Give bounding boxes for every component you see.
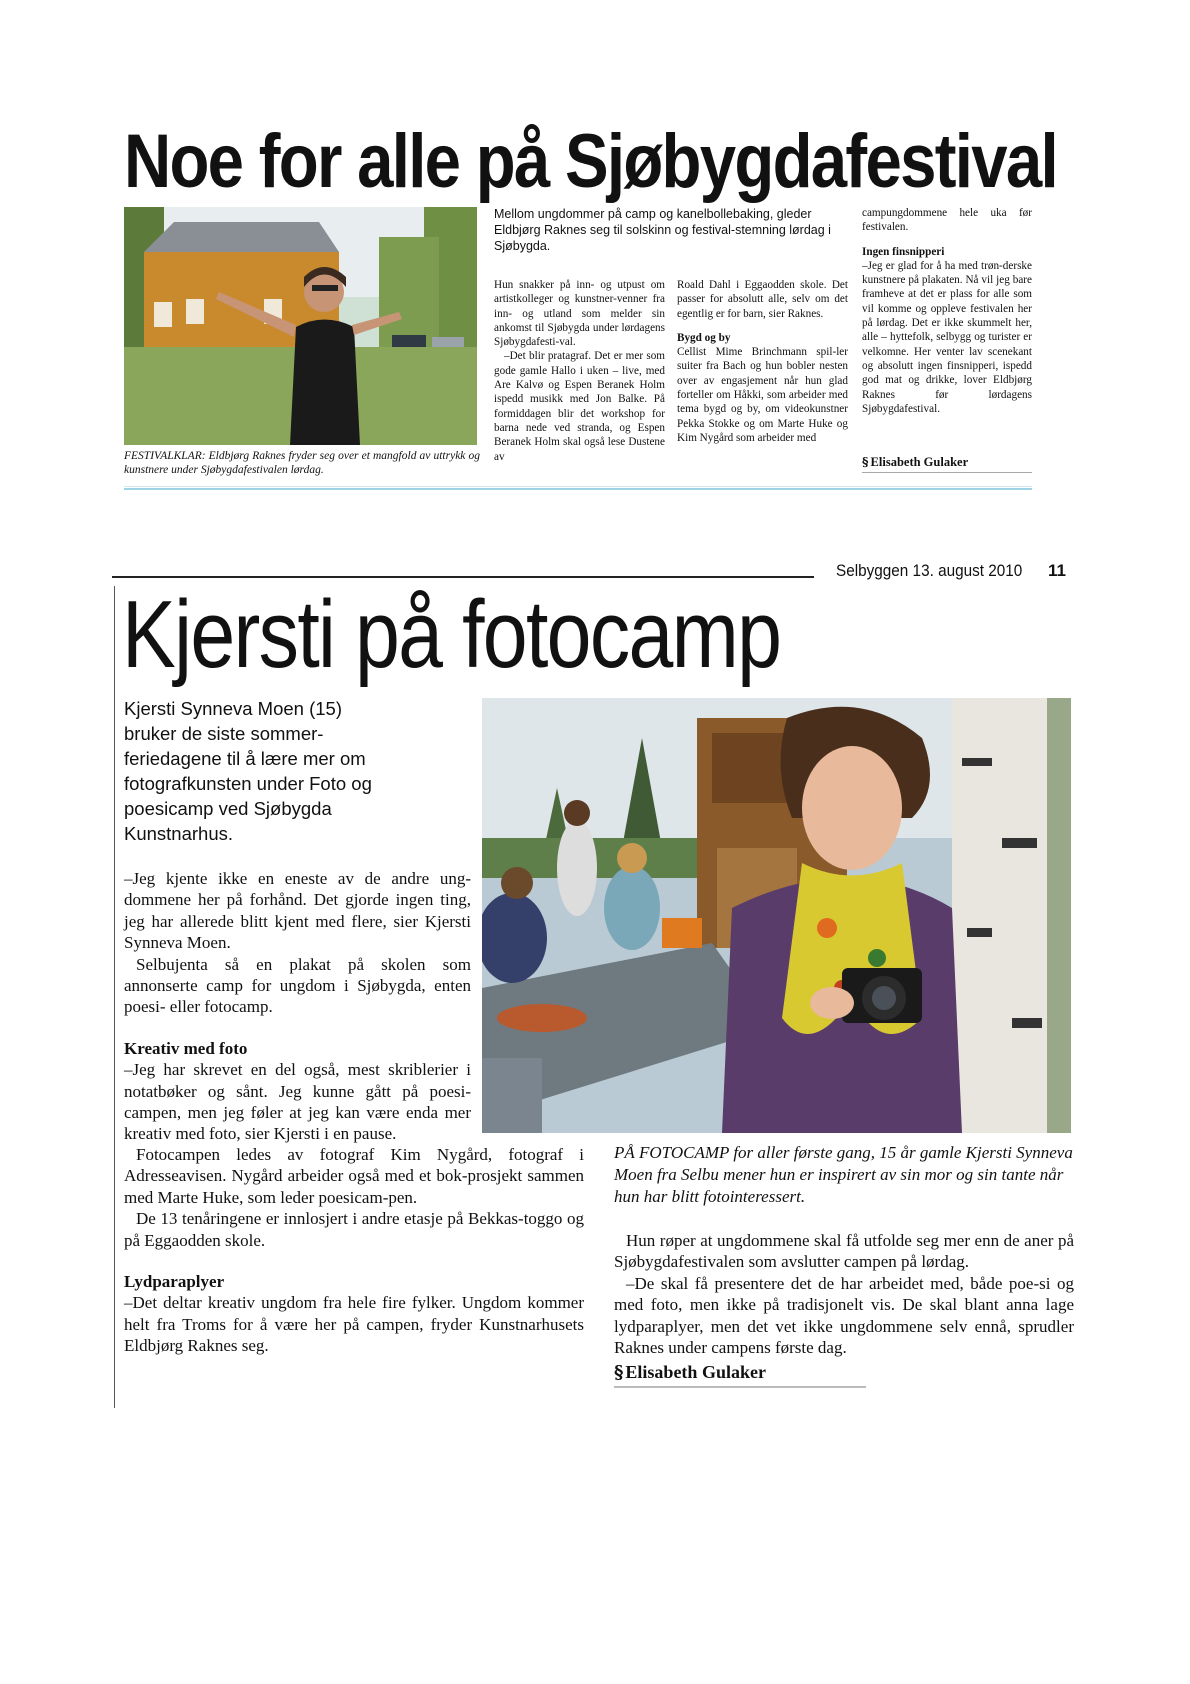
byline-logo-icon: § (614, 1362, 624, 1383)
article1-column-2 (677, 278, 848, 445)
article2-headline: Kjersti på fotocamp (122, 581, 781, 688)
publication-date: Selbyggen 13. august 2010 (836, 561, 1023, 580)
article1-column-3 (862, 206, 1032, 416)
fotocamp-photo (482, 698, 1071, 1133)
article2-lead: Kjersti Synneva Moen (15) bruker de siste sommer-feriedagene til å lære mer om fotografkunsten under Foto og poesicamp ved Sjøbygda Kunstnarhus. (124, 698, 372, 844)
article2-paragraph: –Det deltar kreativ ungdom fra hele fire fylker. Ungdom kommer helt fra Troms for å være her på campen, fryder Kunstnarhusets Eldbjørg Raknes seg. (124, 1293, 584, 1356)
article1-paragraph: Roald Dahl i Eggaodden skole. Det passer for absolutt alle, selv om det egentlig er for barn, sier Raknes. (677, 279, 848, 320)
article1-column-1 (494, 278, 665, 464)
article2-body-column-1 (124, 868, 471, 1145)
article2-subheading: Kreativ med foto (124, 1038, 248, 1058)
festival-photo-caption: FESTIVALKLAR: Eldbjørg Raknes fryder seg over et mangfold av uttrykk og kunstnere under Sjøbygdafestivalen lørdag. (124, 450, 480, 476)
article2-paragraph: Fotocampen ledes av fotograf Kim Nygård, fotograf i Adresseavisen. Nygård arbeider også med et bok-prosjekt sammen med Marte Huke, som leder poesicam-pen. (124, 1145, 584, 1207)
article1-subheading: Ingen finsnipperi (862, 245, 945, 258)
column-rule (114, 586, 115, 1408)
article2-body-column-1b (124, 1144, 584, 1357)
article1-paragraph: –Det blir pratagraf. Det er mer som gode gamle Hallo i uken – live, med Are Kalvø og Espen Beranek Holm ispedd musikk med Jon Balke. På formiddagen blir det workshop for barna nede ved stranda, og Espen Beranek Holm skal også lese Dustene av (494, 350, 665, 463)
article1-byline (862, 454, 1032, 473)
article1-subheading: Bygd og by (677, 331, 731, 344)
article2-paragraph: –Jeg kjente ikke en eneste av de andre ung-dommene her på forhånd. Det gjorde ingen ting, jeg har allerede blitt kjent med flere, sier Kjersti Synneva Moen. (124, 869, 471, 953)
article2-body-column-2 (614, 1230, 1074, 1358)
article2-byline (614, 1362, 866, 1388)
article2-byline-name: Elisabeth Gulaker (625, 1362, 766, 1382)
article1-byline-name: Elisabeth Gulaker (870, 455, 969, 469)
article1-paragraph: Cellist Mime Brinchmann spil-ler suiter fra Bach og hun bobler nesten over av engasjement når hun glad forteller om Håkki, som arbeider med tema bygd og by, om videokunstner Pekka Stokke og om Marte Huke og Kim Nygård som arbeider med (677, 346, 848, 444)
article2-paragraph: –Jeg har skrevet en del også, mest skriblerier i notatbøker og sånt. Jeg kunne gått på poesi-campen, men jeg føler at jeg kan være enda mer kreativ med foto, sier Kjersti i en pause. (124, 1060, 471, 1144)
article2-paragraph: De 13 tenåringene er innlosjert i andre etasje på Bekkas-toggo og på Eggaodden skole. (124, 1209, 584, 1250)
article1-paragraph: –Jeg er glad for å ha med trøn-derske kunstnere på plakaten. Nå vil jeg bare framheve at det er plass for alle som vil komme og oppleve festivalen her på lørdag. Det er ikke skummelt her, alle – hyttefolk, selbygg og turister er velkomne. Her venter lav scenekant og absolutt ingen finsnipperi, ispedd god mat og drikke, lover Eldbjørg Raknes før lørdagens Sjøbygdafestival. (862, 259, 1032, 415)
article2-paragraph: Hun røper at ungdommene skal få utfolde seg mer enn de aner på Sjøbygdafestivalen som avslutter campen på lørdag. (614, 1231, 1074, 1272)
article1-paragraph: Hun snakker på inn- og utpust om artistkolleger og kunstner-venner fra inn- og utland som melder sin ankomst til Sjøbygda under lørdagens Sjøbygdafesti-val. (494, 279, 665, 349)
article2-paragraph: –De skal få presentere det de har arbeidet med, både poe-si og med foto, men ikke på tradisjonelt vis. De skal blant anna lage lydparaplyer, men det vet ikke ungdommene selv ennå, sprudler Raknes under campens første dag. (614, 1273, 1074, 1358)
article2-paragraph: Selbujenta så en plakat på skolen som annonserte camp for ungdom i Sjøbygda, enten poesi- eller fotocamp. (124, 954, 471, 1017)
fotocamp-photo-caption: PÅ FOTOCAMP for aller første gang, 15 år gamle Kjersti Synneva Moen fra Selbu mener hun er inspirert av sin mor og sin tante når hun har blitt fotointeressert. (614, 1143, 1073, 1206)
article1-lead: Mellom ungdommer på camp og kanelbollebaking, gleder Eldbjørg Raknes seg til solskinn og festival-stemning lørdag i Sjøbygda. (494, 207, 831, 253)
article1-headline: Noe for alle på Sjøbygdafestival (124, 119, 1057, 204)
article2-subheading: Lydparaplyer (124, 1272, 225, 1292)
divider (124, 486, 1032, 487)
byline-logo-icon: § (862, 454, 869, 469)
page-number: 11 (1048, 561, 1066, 580)
divider (124, 488, 1032, 490)
header-rule (112, 576, 814, 578)
festival-photo (124, 207, 477, 445)
article1-paragraph: campungdommene hele uka før festivalen. (862, 207, 1032, 234)
